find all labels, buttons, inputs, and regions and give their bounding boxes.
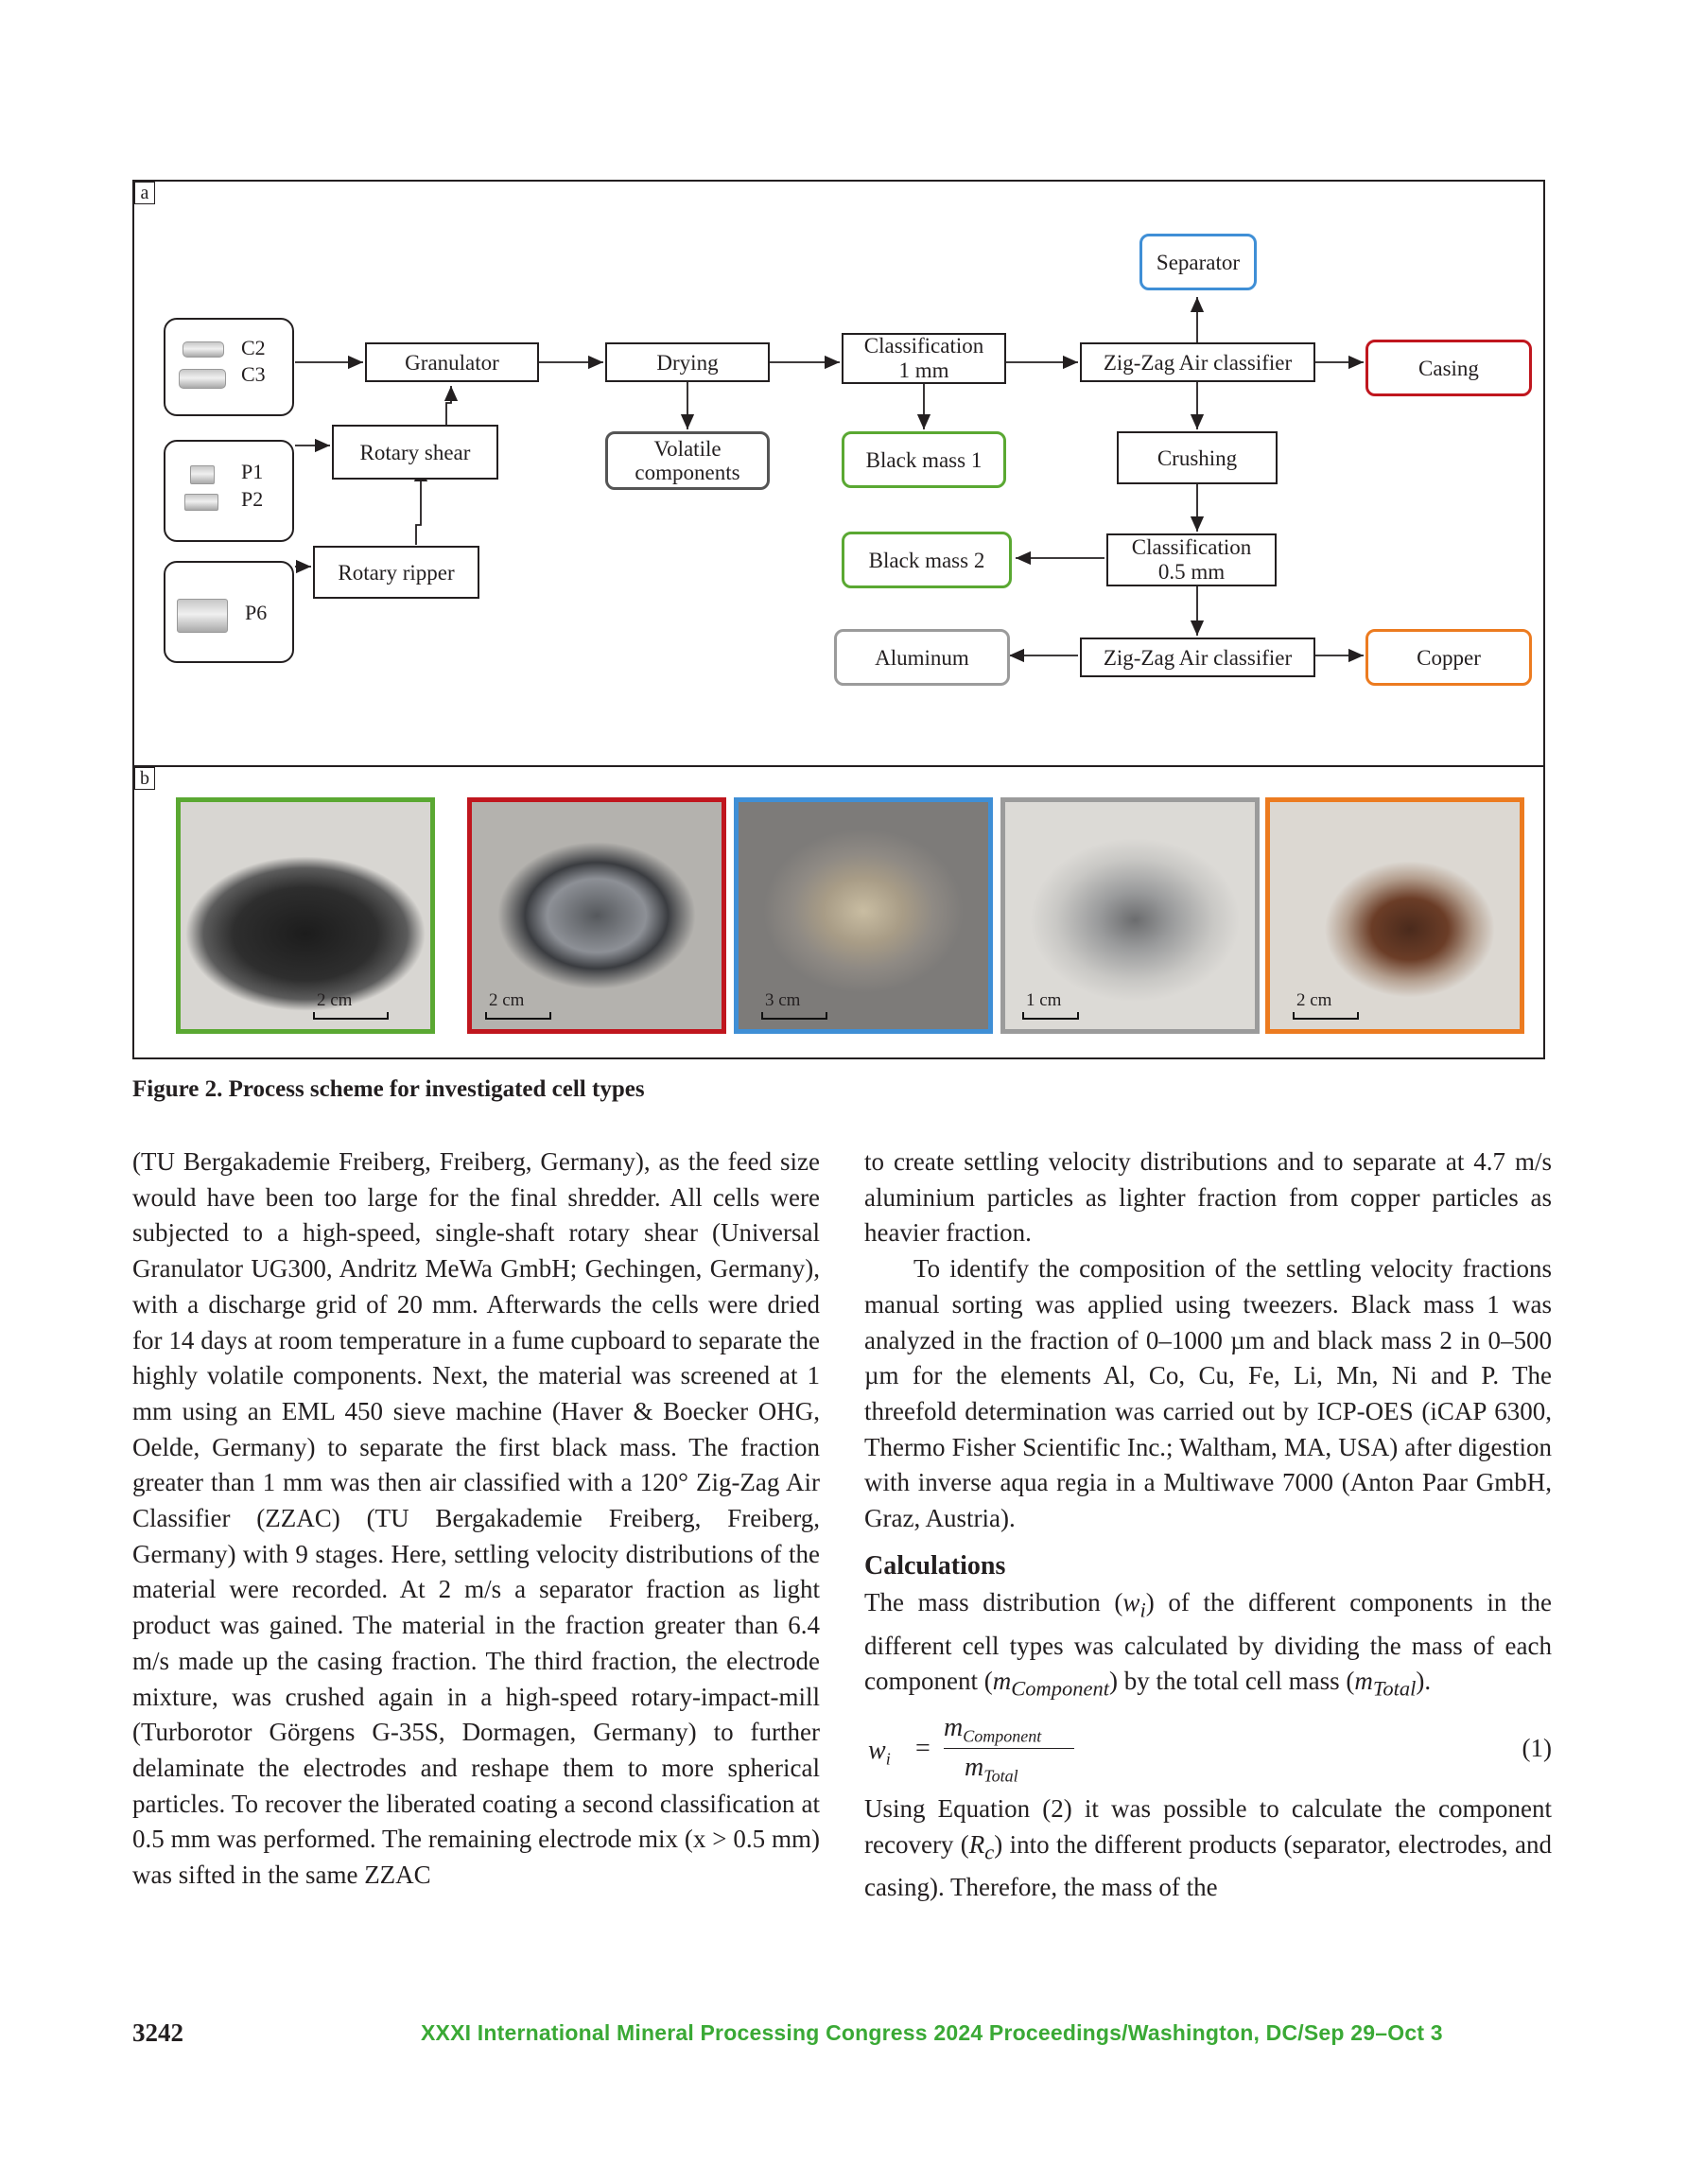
photo-black-mass (176, 797, 435, 1034)
node-aluminum: Aluminum (834, 629, 1010, 686)
scale-bar: 2 cm (1293, 991, 1359, 1020)
pouch-cell-icon (184, 494, 218, 511)
node-casing: Casing (1365, 340, 1532, 396)
photo-casing (467, 797, 726, 1034)
scale-bar: 2 cm (485, 991, 551, 1020)
panel-b-label: b (134, 767, 155, 790)
cell-label-p6: P6 (245, 601, 268, 624)
node-separator: Separator (1139, 234, 1257, 290)
scale-bar: 2 cm (313, 991, 389, 1020)
scale-bar: 3 cm (761, 991, 827, 1020)
node-black-mass-1: Black mass 1 (842, 431, 1006, 488)
node-drying: Drying (605, 342, 770, 382)
cylindrical-cell-icon (179, 369, 226, 389)
cell-label-c3: C3 (241, 362, 266, 386)
node-crushing: Crushing (1117, 431, 1278, 484)
node-copper: Copper (1365, 629, 1532, 686)
running-footer: XXXI International Mineral Processing Congress 2024 Proceedings/Washington, DC/Sep 29–Oct 3 (421, 2020, 1443, 2045)
right-column (864, 1144, 1552, 1906)
cell-label-p1: P1 (241, 460, 264, 483)
cylindrical-cell-icon (183, 341, 224, 358)
node-granulator: Granulator (365, 342, 539, 382)
cell-label-c2: C2 (241, 336, 266, 359)
node-black-mass-2: Black mass 2 (842, 532, 1012, 588)
panel-a-process-scheme (134, 182, 1543, 767)
panel-a-label: a (134, 182, 155, 204)
body-paragraph: (TU Bergakademie Freiberg, Freiberg, Germany), as the feed size would have been too large for the final shredder. All cells were subjected to a high-speed, single-shaft rotary shear (Universal Granulator UG300, Andritz MeWa GmbH; Gechingen, Germany), with a discharge grid of 20 mm. Afterwards the cells were dried for 14 days at room temperature in a fume cupboard to separate the highly volatile components. Next, the material was screened at 1 mm using an EML 450 sieve machine (Haver & Boecker OHG, Oelde, Germany) to separate the first black mass. The fraction greater than 1 mm was then air classified with a 120° Zig-Zag Air Classifier (ZZAC) (TU Bergakademie Freiberg, Freiberg, Germany) with 9 stages. Here, settling velocity distributions of the material were recorded. At 2 m/s a separator fraction as light product was gained. The material in the fraction greater than 6.4 m/s made up the casing fraction. The third fraction, the electrode mixture, was crushed again in a high-speed rotary-impact-mill (Turborotor Görgens G-35S, Dormagen, Germany) to further delaminate the electrodes and reshape them to more spherical particles. To recover the liberated coating a second classification at 0.5 mm was performed. The remaining electrode mix (x > 0.5 mm) was sifted in the same ZZAC (132, 1147, 820, 1890)
photo-copper (1265, 797, 1524, 1034)
cell-label-p2: P2 (241, 487, 264, 511)
equation-number: (1) (1522, 1734, 1552, 1763)
panel-b-product-photos (134, 767, 1543, 1057)
scale-bar: 1 cm (1022, 991, 1079, 1020)
node-zigzag-air-classifier: Zig-Zag Air classifier (1080, 342, 1315, 382)
left-column (132, 1144, 820, 1894)
photo-separator (734, 797, 993, 1034)
body-paragraph: Using Equation (2) it was possible to calculate the component recovery $(R_c)$ into the different products (separator, electrodes, and casing). Therefore, the mass of the (864, 1794, 1552, 1902)
figure-caption: Figure 2. Process scheme for investigated cell types (132, 1076, 645, 1102)
section-heading: Calculations (864, 1550, 1006, 1581)
arrow-shear-granulator (446, 386, 451, 425)
node-rotary-ripper: Rotary ripper (313, 546, 479, 599)
cell-box-p6 (164, 561, 294, 663)
photo-aluminum (1000, 797, 1260, 1034)
pouch-cell-icon (190, 465, 215, 484)
cell-box-p1-p2 (164, 440, 294, 542)
body-paragraph: To identify the composition of the settling velocity fractions manual sorting was applied using tweezers. Black mass 1 was analyzed in the fraction of 0–1000 µm and black mass 2 in 0–500 µm for the elements Al, Co, Cu, Fe, Li, Mn, Ni and P. The threefold determination was carried out by ICP-OES (iCAP 6300, Thermo Fisher Scientific Inc.; Waltham, MA, USA) after digestion with inverse aqua regia in a Multiwave 7000 (Anton Paar GmbH, Graz, Austria). (864, 1254, 1552, 1533)
node-rotary-shear: Rotary shear (332, 425, 498, 480)
body-paragraph: The mass distribution $(w_i)$ of the different components in the different cell types was calculated by dividing the mass of each component $(m_{Component})$ by the total cell mass $(m_{Total})$. (864, 1588, 1552, 1701)
node-zigzag-air-classifier-2: Zig-Zag Air classifier (1080, 638, 1315, 677)
figure-2 (132, 180, 1545, 1059)
equation-1: $w_i$ = $m_{Component}$ $m_{Total}$ (1) (868, 1713, 1552, 1786)
cell-box-c2-c3 (164, 318, 294, 416)
page-number: 3242 (132, 2018, 183, 2047)
node-volatile-components: Volatile components (605, 431, 770, 490)
body-paragraph: to create settling velocity distributions and to separate at 4.7 m/s aluminium particles as lighter fraction from copper particles as heavier fraction. (864, 1147, 1552, 1248)
node-classification-1mm: Classification 1 mm (842, 333, 1006, 384)
pouch-cell-icon (177, 599, 228, 633)
node-classification-0-5mm: Classification 0.5 mm (1106, 533, 1277, 586)
